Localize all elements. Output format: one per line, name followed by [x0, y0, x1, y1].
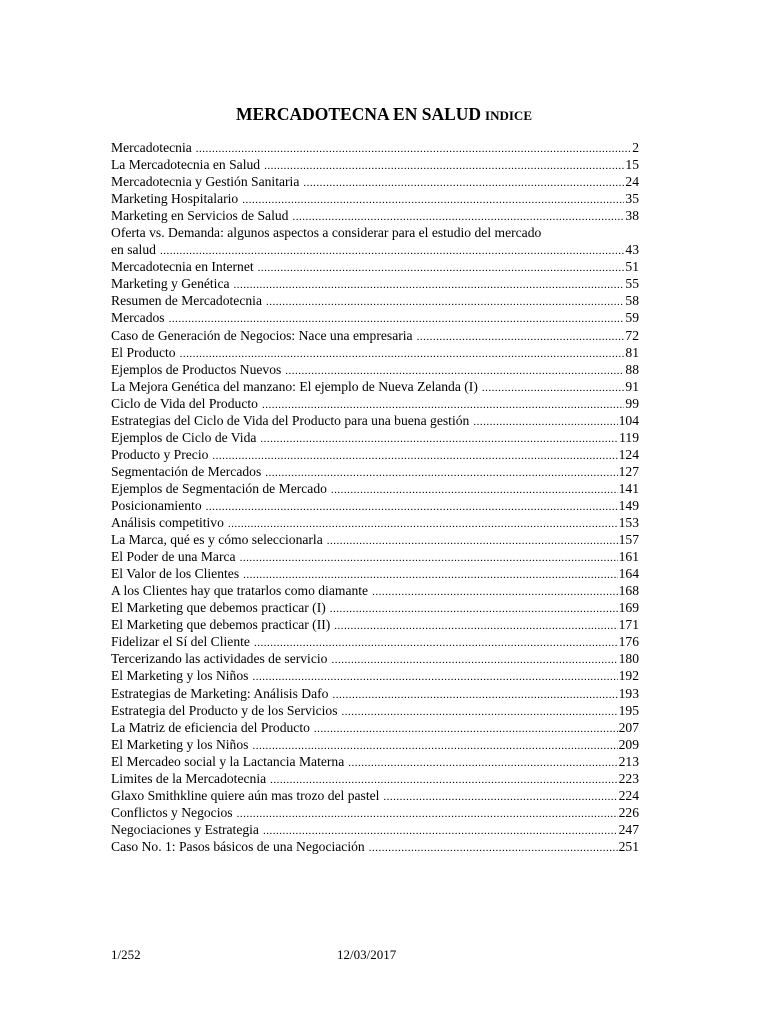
toc-entry[interactable]	[111, 650, 639, 667]
dot-leader	[369, 840, 618, 855]
dot-leader	[334, 618, 617, 633]
toc-entry-page: 169	[618, 600, 639, 616]
dot-leader	[258, 260, 625, 275]
toc-entry[interactable]	[111, 344, 639, 361]
toc-entry-title: Ejemplos de Segmentación de Mercado	[111, 480, 327, 496]
toc-entry[interactable]	[111, 361, 639, 378]
toc-entry-title: Ciclo de Vida del Producto	[111, 395, 258, 411]
dot-leader	[270, 772, 617, 787]
toc-entry[interactable]	[111, 719, 639, 736]
dot-leader	[303, 175, 624, 190]
dot-leader	[234, 277, 625, 292]
dot-leader	[285, 363, 624, 378]
dot-leader	[331, 482, 618, 497]
toc-entry-page: 104	[618, 412, 639, 428]
toc-entry-title: Mercadotecnia y Gestión Sanitaria	[111, 174, 300, 190]
toc-entry-page: 251	[618, 838, 639, 854]
toc-entry[interactable]	[111, 770, 639, 787]
toc-entry-page: 223	[618, 770, 639, 786]
dot-leader	[196, 141, 631, 156]
toc-entry-page: 224	[618, 787, 639, 803]
dot-leader	[372, 584, 618, 599]
toc-entry-page: 192	[618, 668, 639, 684]
toc-entry-page: 157	[618, 532, 639, 548]
toc-entry-title: El Mercadeo social y la Lactancia Materna	[111, 753, 345, 769]
dot-leader	[252, 738, 617, 753]
document-title-sub: INDICE	[485, 108, 532, 123]
dot-leader	[265, 465, 617, 480]
dot-leader	[180, 346, 625, 361]
toc-entry[interactable]	[111, 787, 639, 804]
dot-leader	[383, 789, 617, 804]
toc-entry-page: 209	[618, 736, 639, 752]
toc-entry-title: El Marketing y los Niños	[111, 736, 249, 752]
toc-entry-page: 72	[625, 327, 639, 343]
dot-leader	[327, 533, 618, 548]
toc-entry-page: 180	[618, 651, 639, 667]
dot-leader	[263, 823, 618, 838]
toc-entry-title: El Marketing y los Niños	[111, 668, 249, 684]
dot-leader	[332, 687, 617, 702]
dot-leader	[206, 499, 618, 514]
toc-entry[interactable]	[111, 514, 639, 531]
toc-entry-page: 161	[618, 549, 639, 565]
toc-entry-title: en salud	[111, 242, 156, 258]
toc-entry-page: 141	[618, 480, 639, 496]
toc-entry-page: 81	[625, 344, 639, 360]
dot-leader	[260, 431, 618, 446]
toc-entry[interactable]	[111, 804, 639, 821]
toc-entry-title: Caso de Generación de Negocios: Nace una empresaria	[111, 327, 413, 343]
toc-entry-page: 38	[625, 208, 639, 224]
toc-entry-page: 43	[625, 242, 639, 258]
toc-entry-page: 127	[618, 463, 639, 479]
dot-leader	[473, 414, 617, 429]
toc-entry-title: La Mercadotecnia en Salud	[111, 157, 261, 173]
dot-leader	[160, 243, 624, 258]
toc-entry-page: 124	[618, 446, 639, 462]
dot-leader	[169, 311, 625, 326]
toc-entry[interactable]	[111, 702, 639, 719]
toc-entry[interactable]	[111, 497, 639, 514]
toc-entry-title: Mercadotecnia	[111, 140, 192, 155]
dot-leader	[228, 516, 618, 531]
toc-entry[interactable]	[111, 378, 639, 395]
toc-entry[interactable]	[111, 275, 639, 292]
dot-leader	[314, 721, 618, 736]
toc-entry-page: 171	[618, 617, 639, 633]
dot-leader	[252, 669, 617, 684]
toc-entry-page: 51	[625, 259, 639, 275]
toc-entry[interactable]	[111, 463, 639, 480]
toc-entry[interactable]	[111, 429, 639, 446]
toc-entry[interactable]	[111, 667, 639, 684]
document-title	[0, 104, 768, 125]
toc-entry-title: Marketing Hospitalario	[111, 191, 239, 207]
dot-leader	[292, 209, 624, 224]
toc-entry[interactable]	[111, 685, 639, 702]
toc-entry-title: A los Clientes hay que tratarlos como diamante	[111, 583, 369, 599]
toc-entry[interactable]	[111, 327, 639, 344]
toc-entry-page: 2	[632, 140, 639, 155]
toc-entry-title: El Producto	[111, 344, 176, 360]
toc-entry-title: Tercerizando las actividades de servicio	[111, 651, 328, 667]
toc-entry-title: Oferta vs. Demanda: algunos aspectos a considerar para el estudio del mercado	[111, 225, 542, 241]
toc-entry[interactable]	[111, 258, 639, 275]
dot-leader	[266, 294, 624, 309]
toc-entry[interactable]	[111, 480, 639, 497]
toc-entry-title: Negociaciones y Estrategia	[111, 821, 259, 837]
toc-entry-title: Posicionamiento	[111, 497, 202, 513]
toc-entry-page: 88	[625, 361, 639, 377]
toc-entry-page: 99	[625, 395, 639, 411]
toc-entry-page: 193	[618, 685, 639, 701]
dot-leader	[482, 380, 625, 395]
toc-entry-page: 35	[625, 191, 639, 207]
toc-entry-page: 15	[625, 157, 639, 173]
toc-entry-page: 59	[625, 310, 639, 326]
toc-entry-page: 168	[618, 583, 639, 599]
toc-entry-title: Resumen de Mercadotecnia	[111, 293, 262, 309]
toc-entry-title: El Marketing que debemos practicar (II)	[111, 617, 331, 633]
toc-entry[interactable]	[111, 395, 639, 412]
toc-entry-title: El Poder de una Marca	[111, 549, 236, 565]
toc-entry-page: 164	[618, 566, 639, 582]
dot-leader	[237, 806, 618, 821]
toc-entry[interactable]	[111, 309, 639, 326]
toc-entry[interactable]	[111, 599, 639, 616]
toc-entry[interactable]	[111, 139, 639, 156]
toc-entry-title: Estrategias de Marketing: Análisis Dafo	[111, 685, 329, 701]
toc-entry[interactable]	[111, 292, 639, 309]
dot-leader	[240, 550, 618, 565]
toc-entry-title: Estrategia del Producto y de los Servicios	[111, 702, 338, 718]
dot-leader	[348, 755, 617, 770]
toc-entry[interactable]	[111, 821, 639, 838]
toc-entry-title: Análisis competitivo	[111, 515, 224, 531]
dot-leader	[264, 158, 624, 173]
toc-entry-title: El Marketing que debemos practicar (I)	[111, 600, 326, 616]
dot-leader	[342, 704, 618, 719]
toc-entry[interactable]	[111, 412, 639, 429]
toc-entry[interactable]	[111, 838, 639, 855]
dot-leader	[262, 397, 624, 412]
toc-entry-title: Segmentación de Mercados	[111, 463, 262, 479]
toc-entry-title: Mercadotecnia en Internet	[111, 259, 254, 275]
document-title-main: MERCADOTECNA EN SALUD	[236, 104, 482, 124]
toc-entry-page: 226	[618, 804, 639, 820]
dot-leader	[331, 652, 617, 667]
toc-entry-page: 195	[618, 702, 639, 718]
toc-entry[interactable]	[111, 753, 639, 770]
toc-entry[interactable]	[111, 446, 639, 463]
toc-entry-page: 213	[618, 753, 639, 769]
dot-leader	[417, 329, 625, 344]
toc-entry-page: 24	[625, 174, 639, 190]
toc-entry[interactable]	[111, 207, 639, 224]
toc-entry-title: Estrategias del Ciclo de Vida del Producto para una buena gestión	[111, 412, 470, 428]
toc-entry-title: Caso No. 1: Pasos básicos de una Negociación	[111, 838, 365, 854]
toc-entry-page: 207	[618, 719, 639, 735]
toc-entry-title: Mercados	[111, 310, 165, 326]
toc-entry-page: 58	[625, 293, 639, 309]
toc-entry-title: El Valor de los Clientes	[111, 566, 240, 582]
toc-entry[interactable]	[111, 582, 639, 599]
toc-entry-page: 55	[625, 276, 639, 292]
toc-entry[interactable]	[111, 173, 639, 190]
toc-entry-page: 247	[618, 821, 639, 837]
toc-entry-title: La Mejora Genética del manzano: El ejemplo de Nueva Zelanda (I)	[111, 378, 478, 394]
toc-entry-title: Ejemplos de Ciclo de Vida	[111, 429, 257, 445]
toc-entry-page: 149	[618, 497, 639, 513]
table-of-contents	[111, 139, 639, 855]
dot-leader	[242, 192, 624, 207]
toc-entry[interactable]	[111, 190, 639, 207]
toc-entry[interactable]	[111, 531, 639, 548]
toc-entry-page: 91	[625, 378, 639, 394]
toc-entry-page: 176	[618, 634, 639, 650]
toc-entry-title: Producto y Precio	[111, 446, 209, 462]
toc-entry-title: Marketing en Servicios de Salud	[111, 208, 289, 224]
toc-entry[interactable]	[111, 156, 639, 173]
toc-entry[interactable]	[111, 548, 639, 565]
toc-entry[interactable]	[111, 616, 639, 633]
footer-page-indicator: 1/252	[111, 947, 141, 962]
toc-entry-title: Ejemplos de Productos Nuevos	[111, 361, 282, 377]
toc-entry-title: Marketing y Genética	[111, 276, 230, 292]
dot-leader	[330, 601, 618, 616]
dot-leader	[254, 635, 618, 650]
toc-entry-title: La Matriz de eficiencia del Producto	[111, 719, 310, 735]
toc-entry-page: 153	[618, 515, 639, 531]
toc-entry[interactable]	[111, 736, 639, 753]
toc-entry[interactable]	[111, 565, 639, 582]
toc-entry-title: La Marca, qué es y cómo seleccionarla	[111, 532, 323, 548]
toc-entry-title: Limites de la Mercadotecnia	[111, 770, 267, 786]
toc-entry-title: Glaxo Smithkline quiere aún mas trozo del pastel	[111, 787, 380, 803]
toc-entry-title: Fidelizar el Sí del Cliente	[111, 634, 250, 650]
dot-leader	[243, 567, 617, 582]
toc-entry-title: Conflictos y Negocios	[111, 804, 233, 820]
toc-entry[interactable]	[111, 224, 639, 258]
toc-entry[interactable]	[111, 633, 639, 650]
footer-date: 12/03/2017	[337, 947, 397, 962]
dot-leader	[212, 448, 617, 463]
toc-entry-page: 119	[619, 429, 639, 445]
